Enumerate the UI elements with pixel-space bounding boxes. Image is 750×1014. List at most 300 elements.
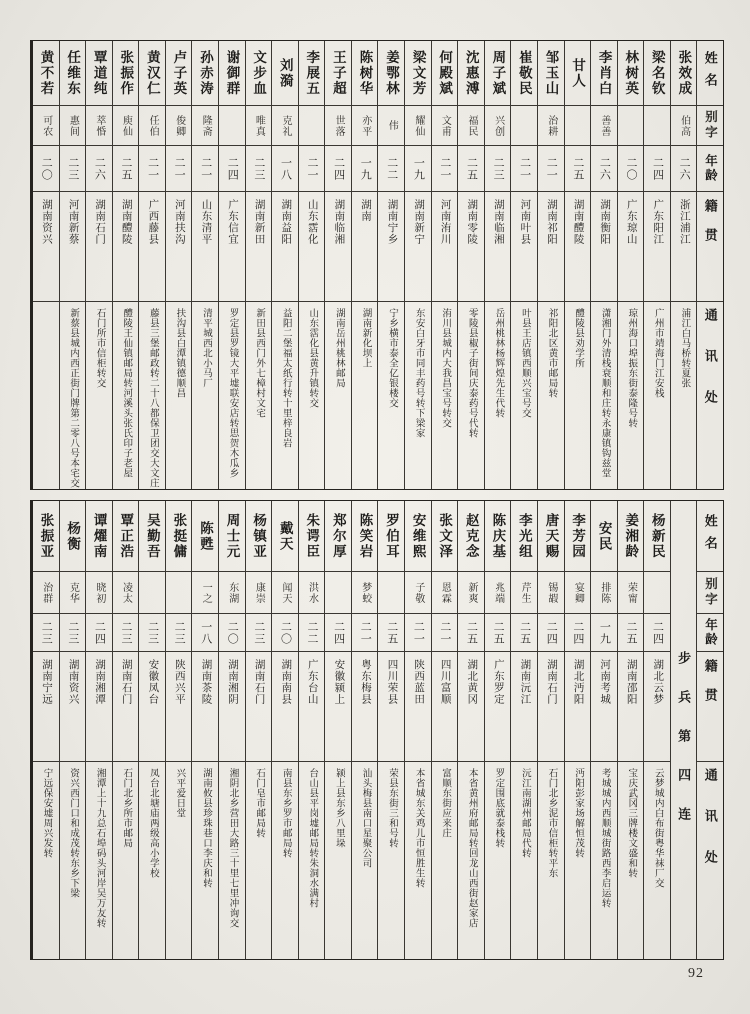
person-courtesy-cell	[405, 105, 431, 145]
person-courtesy-cell-text: 任伯	[147, 114, 159, 137]
person-age-cell	[325, 145, 351, 191]
person-age-cell	[192, 613, 218, 651]
person-courtesy-cell-text: 萃惛	[93, 114, 105, 137]
person-courtesy-cell	[538, 105, 564, 145]
person-native-cell	[299, 191, 325, 301]
person-contact-cell	[591, 301, 617, 489]
person-contact-cell-text: 云梦城内白布街粤华袜厂交	[652, 768, 663, 888]
person-contact-cell-text: 沔阳彭家场解恒茂转	[573, 768, 584, 858]
person-contact-cell	[113, 301, 139, 489]
person-native-cell	[192, 191, 218, 301]
person-age-cell	[458, 613, 484, 651]
person-courtesy-cell	[644, 571, 670, 613]
person-native-cell-text: 陕西兴平	[173, 659, 185, 705]
person-contact-cell	[299, 301, 325, 489]
person-contact-cell-text: 醴陵县劝学所	[573, 308, 584, 368]
person-age-cell-text: 一八	[279, 156, 292, 181]
person-age-cell	[246, 613, 272, 651]
person-name-cell-text: 姜鄂林	[384, 49, 400, 97]
section-label-cell	[671, 501, 697, 959]
person-courtesy-cell	[458, 571, 484, 613]
person-age-cell	[60, 145, 86, 191]
person-courtesy-cell-text: 伯高	[678, 114, 690, 137]
person-contact-cell	[192, 761, 218, 959]
person-age-cell	[272, 145, 298, 191]
person-age-cell	[113, 145, 139, 191]
person-courtesy-cell-text: 晓初	[93, 581, 105, 604]
person-native-cell-text: 安徽颍上	[333, 659, 345, 705]
person-courtesy-cell-text: 梦蛟	[359, 581, 371, 604]
person-age-cell-text: 二四	[93, 620, 106, 645]
person-contact-cell	[166, 761, 192, 959]
person-column	[643, 41, 670, 489]
person-age-cell	[60, 613, 86, 651]
person-native-cell-text: 湖南	[359, 199, 371, 222]
person-native-cell-text: 广东琼山	[625, 199, 637, 245]
person-native-cell	[352, 651, 378, 761]
person-contact-cell-text: 洧川县城内大我昌宝号转交	[440, 308, 451, 428]
person-column	[138, 41, 165, 489]
person-native-cell	[139, 651, 165, 761]
person-name-cell	[485, 41, 511, 105]
person-column	[617, 501, 644, 959]
person-age-cell-text: 二三	[252, 620, 265, 645]
person-courtesy-cell-text: 惠间	[67, 114, 79, 137]
person-contact-cell	[325, 761, 351, 959]
person-native-cell-text: 湖北黄冈	[466, 659, 478, 705]
person-native-cell	[60, 651, 86, 761]
person-courtesy-cell	[432, 105, 458, 145]
person-name-cell	[458, 501, 484, 571]
person-name-cell	[246, 501, 272, 571]
person-courtesy-cell	[644, 105, 670, 145]
person-contact-cell-text: 新田县西门外七樟村文宅	[254, 308, 265, 418]
roster-table-top	[30, 40, 724, 490]
person-age-cell-text: 二二	[306, 620, 319, 645]
person-age-cell-text: 二三	[173, 620, 186, 645]
person-name-cell	[219, 41, 245, 105]
person-contact-cell	[618, 761, 644, 959]
person-contact-cell	[538, 761, 564, 959]
person-age-cell	[485, 145, 511, 191]
person-column	[537, 41, 564, 489]
person-courtesy-cell	[246, 105, 272, 145]
person-native-cell-text: 广东阳江	[652, 199, 664, 245]
person-native-cell	[113, 651, 139, 761]
roster-table-bottom	[30, 500, 724, 960]
person-age-cell-text: 二〇	[226, 620, 239, 645]
person-column	[404, 501, 431, 959]
person-age-cell	[33, 145, 59, 191]
row-label-courtesy-text: 别字	[703, 110, 718, 141]
person-name-cell	[299, 501, 325, 571]
person-column	[457, 501, 484, 959]
person-name-cell	[33, 41, 59, 105]
person-native-cell	[378, 651, 404, 761]
person-courtesy-cell	[485, 105, 511, 145]
row-label-age-text: 年龄	[703, 154, 718, 183]
person-courtesy-cell-text: 宴卿	[572, 581, 584, 604]
person-age-cell-text: 二六	[598, 156, 611, 181]
person-column	[590, 501, 617, 959]
person-contact-cell	[538, 301, 564, 489]
person-name-cell-text: 杨镇亚	[251, 512, 267, 560]
person-courtesy-cell-text: 荣甯	[625, 581, 637, 604]
person-name-cell-text: 覃道纯	[91, 49, 107, 97]
person-name-cell-text: 安民	[596, 520, 612, 552]
person-column	[33, 41, 59, 489]
person-courtesy-cell-text: 排陈	[598, 581, 610, 604]
person-native-cell-text: 湖南湘阴	[227, 659, 239, 705]
person-courtesy-cell	[192, 571, 218, 613]
person-age-cell	[458, 145, 484, 191]
person-contact-cell	[86, 301, 112, 489]
person-age-cell	[166, 145, 192, 191]
person-age-cell-text: 二三	[66, 620, 79, 645]
person-native-cell-text: 湖北云梦	[652, 659, 664, 705]
person-name-cell-text: 戴天	[277, 520, 293, 552]
person-name-cell	[565, 501, 591, 571]
person-native-cell-text: 湖南临湘	[333, 199, 345, 245]
person-age-cell	[671, 145, 697, 191]
person-contact-cell-text: 叶县王店镇西顺兴宝号交	[519, 308, 530, 418]
person-age-cell	[644, 145, 670, 191]
person-name-cell-text: 姜湘龄	[623, 512, 639, 560]
person-name-cell	[139, 501, 165, 571]
person-contact-cell	[166, 301, 192, 489]
person-age-cell-text: 二一	[146, 156, 159, 181]
person-contact-cell	[591, 761, 617, 959]
person-native-cell-text: 湖南零陵	[466, 199, 478, 245]
person-native-cell-text: 湖南临湘	[492, 199, 504, 245]
person-courtesy-cell-text: 康崇	[253, 581, 265, 604]
person-contact-cell	[299, 761, 325, 959]
person-name-cell-text: 何殿斌	[437, 49, 453, 97]
person-name-cell	[432, 501, 458, 571]
person-contact-cell-text: 湘阴北乡营田大路三十里七里冲询交	[227, 768, 238, 928]
person-native-cell-text: 湖南新宁	[413, 199, 425, 245]
person-native-cell-text: 湖南沅江	[519, 659, 531, 705]
person-age-cell	[511, 613, 537, 651]
person-contact-cell-text: 罗定县罗镜大平墟联安店转思贺木瓜乡	[227, 308, 238, 478]
person-name-cell-text: 张振亚	[38, 512, 54, 560]
person-age-cell-text: 二一	[359, 620, 372, 645]
person-courtesy-cell	[113, 105, 139, 145]
person-courtesy-cell	[565, 105, 591, 145]
person-name-cell-text: 张挺傭	[171, 512, 187, 560]
person-name-cell	[113, 41, 139, 105]
person-age-cell	[378, 613, 404, 651]
person-contact-cell	[352, 761, 378, 959]
person-contact-cell	[60, 301, 86, 489]
person-name-cell-text: 黄不若	[38, 49, 54, 97]
person-courtesy-cell	[671, 105, 697, 145]
person-name-cell	[139, 41, 165, 105]
person-native-cell	[618, 191, 644, 301]
person-name-cell-text: 杨新民	[649, 512, 665, 560]
row-label-native-text: 籍贯	[702, 199, 718, 257]
person-contact-cell	[60, 761, 86, 959]
person-name-cell	[405, 501, 431, 571]
row-label-name-text: 姓名	[702, 51, 718, 95]
person-name-cell	[352, 41, 378, 105]
person-contact-cell	[378, 301, 404, 489]
person-name-cell	[511, 501, 537, 571]
person-age-cell-text: 二一	[438, 620, 451, 645]
person-column	[298, 501, 325, 959]
person-name-cell	[325, 41, 351, 105]
row-label-contact	[697, 761, 723, 959]
person-name-cell	[192, 41, 218, 105]
person-native-cell-text: 湖南湘潭	[94, 659, 106, 705]
person-courtesy-cell-text: 庾仙	[120, 114, 132, 137]
person-courtesy-cell-text: 耀仙	[412, 114, 424, 137]
row-label-native	[697, 191, 723, 301]
person-native-cell	[565, 651, 591, 761]
person-courtesy-cell	[60, 105, 86, 145]
person-native-cell	[86, 191, 112, 301]
person-native-cell-text: 湖南石门	[120, 659, 132, 705]
page-number: 92	[688, 966, 704, 981]
person-name-cell-text: 崔敬民	[516, 49, 532, 97]
person-age-cell	[352, 145, 378, 191]
person-contact-cell	[246, 761, 272, 959]
person-courtesy-cell	[405, 571, 431, 613]
person-native-cell	[591, 651, 617, 761]
person-name-cell	[246, 41, 272, 105]
person-age-cell-text: 二四	[226, 156, 239, 181]
person-column	[165, 501, 192, 959]
person-age-cell	[591, 613, 617, 651]
person-age-cell-text: 二四	[332, 620, 345, 645]
person-contact-cell	[458, 301, 484, 489]
person-age-cell	[299, 145, 325, 191]
person-name-cell-text: 郑尔厚	[330, 512, 346, 560]
row-label-courtesy-text: 别字	[703, 577, 718, 608]
person-native-cell-text: 安徽凤台	[147, 659, 159, 705]
person-courtesy-cell	[618, 105, 644, 145]
person-name-cell	[60, 41, 86, 105]
person-courtesy-cell-text: 兆端	[492, 581, 504, 604]
person-age-cell-text: 二一	[545, 156, 558, 181]
person-age-cell	[325, 613, 351, 651]
person-native-cell-text: 湖南石门	[253, 659, 265, 705]
person-native-cell-text: 山东清平	[200, 199, 212, 245]
person-native-cell	[378, 191, 404, 301]
person-age-cell-text: 二六	[678, 156, 691, 181]
person-name-cell	[458, 41, 484, 105]
person-native-cell-text: 湖北沔阳	[572, 659, 584, 705]
person-contact-cell-text: 潇湘门外清栈衰顺和庄转永康镇钩兹堂	[599, 308, 610, 478]
person-courtesy-cell	[219, 571, 245, 613]
person-column	[564, 501, 591, 959]
person-age-cell	[405, 145, 431, 191]
person-contact-cell-text: 石门所市信柜转交	[94, 308, 105, 388]
person-age-cell	[86, 613, 112, 651]
person-native-cell-text: 河南洧川	[439, 199, 451, 245]
person-courtesy-cell	[325, 105, 351, 145]
person-name-cell	[432, 41, 458, 105]
person-age-cell	[272, 613, 298, 651]
person-contact-cell	[565, 761, 591, 959]
person-native-cell	[86, 651, 112, 761]
person-native-cell	[458, 191, 484, 301]
person-age-cell	[432, 613, 458, 651]
person-name-cell-text: 安维熙	[410, 512, 426, 560]
person-contact-cell-text: 湘潭上十九总石埠码头河岸吴万友转	[94, 768, 105, 928]
person-age-cell	[192, 145, 218, 191]
row-label-contact-text: 通讯处	[702, 308, 718, 431]
person-name-cell	[352, 501, 378, 571]
person-courtesy-cell	[299, 105, 325, 145]
person-age-cell-text: 一九	[359, 156, 372, 181]
person-age-cell-text: 二五	[518, 620, 531, 645]
person-age-cell	[219, 613, 245, 651]
person-age-cell-text: 二〇	[40, 156, 53, 181]
person-native-cell-text: 河南考城	[599, 659, 611, 705]
person-contact-cell	[511, 761, 537, 959]
person-age-cell-text: 二五	[465, 620, 478, 645]
person-contact-cell-text: 汕头梅县南口星聚公司	[360, 768, 371, 868]
person-native-cell-text: 浙江浦江	[678, 199, 690, 245]
person-native-cell	[485, 651, 511, 761]
person-contact-cell	[565, 301, 591, 489]
person-courtesy-cell-text: 洪水	[306, 581, 318, 604]
person-native-cell	[33, 651, 59, 761]
person-column	[138, 501, 165, 959]
person-native-cell	[139, 191, 165, 301]
person-native-cell-text: 四川富顺	[439, 659, 451, 705]
person-native-cell	[113, 191, 139, 301]
person-courtesy-cell	[565, 571, 591, 613]
person-name-cell	[219, 501, 245, 571]
person-age-cell	[565, 613, 591, 651]
person-courtesy-cell	[60, 571, 86, 613]
person-age-cell-text: 一九	[412, 156, 425, 181]
person-column	[191, 501, 218, 959]
person-name-cell	[166, 41, 192, 105]
person-column	[484, 41, 511, 489]
person-name-cell-text: 赵克念	[463, 512, 479, 560]
person-contact-cell	[86, 761, 112, 959]
person-courtesy-cell-text: 恩霖	[439, 581, 451, 604]
person-age-cell-text: 一八	[199, 620, 212, 645]
row-label-age	[697, 145, 723, 191]
person-age-cell	[405, 613, 431, 651]
person-contact-cell-text: 醴陵王仙镇邮局转河溪头张氏印子老屋	[121, 308, 132, 478]
person-column	[404, 41, 431, 489]
person-native-cell	[538, 191, 564, 301]
person-contact-cell-text: 考城城内西顺城街路西李启运转	[599, 768, 610, 908]
person-contact-cell	[618, 301, 644, 489]
person-courtesy-cell-text: 子敬	[412, 581, 424, 604]
person-contact-cell-text: 凤台北塘庙两级高小学校	[147, 768, 158, 878]
person-courtesy-cell	[458, 105, 484, 145]
person-age-cell-text: 二四	[651, 620, 664, 645]
person-name-cell-text: 周士元	[224, 512, 240, 560]
person-contact-cell-text: 扶沟县白潭镇德顺昌	[174, 308, 185, 398]
person-name-cell	[378, 501, 404, 571]
person-name-cell-text: 李芳园	[570, 512, 586, 560]
person-age-cell	[511, 145, 537, 191]
person-name-cell-text: 孙赤涛	[197, 49, 213, 97]
person-native-cell-text: 粤东梅县	[359, 659, 371, 705]
person-column	[112, 501, 139, 959]
person-column	[537, 501, 564, 959]
person-age-cell	[219, 145, 245, 191]
person-name-cell	[591, 41, 617, 105]
person-native-cell	[485, 191, 511, 301]
person-contact-cell-text: 益阳二堡福太纸行转十里梓良岩	[280, 308, 291, 448]
row-label-native	[697, 651, 723, 761]
person-name-cell-text: 吴勤吾	[144, 512, 160, 560]
person-column	[670, 41, 697, 489]
person-age-cell-text: 二一	[306, 156, 319, 181]
person-name-cell-text: 梁文芳	[410, 49, 426, 97]
person-age-cell-text: 二〇	[624, 156, 637, 181]
person-age-cell	[378, 145, 404, 191]
person-contact-cell-text: 颍上县东乡八里垛	[333, 768, 344, 848]
person-courtesy-cell	[591, 105, 617, 145]
person-native-cell-text: 四川荣县	[386, 659, 398, 705]
person-courtesy-cell	[33, 105, 59, 145]
row-label-name-text: 姓名	[702, 514, 718, 558]
person-column	[298, 41, 325, 489]
person-courtesy-cell-text: 克礼	[279, 114, 291, 137]
person-age-cell	[618, 145, 644, 191]
person-age-cell-text: 二四	[332, 156, 345, 181]
person-contact-cell-text: 本省黄州府邮局转回龙山西街赵家店	[466, 768, 477, 928]
person-courtesy-cell	[246, 571, 272, 613]
row-label-name	[697, 501, 723, 571]
person-name-cell	[618, 501, 644, 571]
person-contact-cell-text: 荣县东街三和号转	[387, 768, 398, 848]
person-column	[484, 501, 511, 959]
person-native-cell-text: 湖南南县	[280, 659, 292, 705]
person-age-cell-text: 二五	[119, 156, 132, 181]
person-column	[564, 41, 591, 489]
person-courtesy-cell	[113, 571, 139, 613]
person-native-cell-text: 湖南茶陵	[200, 659, 212, 705]
person-name-cell-text: 谢御群	[224, 49, 240, 97]
person-contact-cell	[272, 761, 298, 959]
row-label-column	[696, 41, 723, 489]
person-age-cell-text: 二一	[412, 620, 425, 645]
person-native-cell	[246, 191, 272, 301]
person-contact-cell-text: 东安白牙市同丰药号转下梁家	[413, 308, 424, 438]
person-courtesy-cell-text: 隆斋	[200, 114, 212, 137]
person-native-cell-text: 河南扶沟	[173, 199, 185, 245]
person-column	[643, 501, 670, 959]
person-name-cell-text: 张文泽	[437, 512, 453, 560]
person-courtesy-cell	[139, 571, 165, 613]
person-contact-cell	[33, 301, 59, 489]
person-age-cell-text: 二五	[624, 620, 637, 645]
row-label-courtesy	[697, 105, 723, 145]
person-column	[112, 41, 139, 489]
person-age-cell-text: 二一	[173, 156, 186, 181]
person-name-cell-text: 陈甦	[197, 520, 213, 552]
person-courtesy-cell	[432, 571, 458, 613]
person-native-cell-text: 湖南资兴	[67, 659, 79, 705]
person-native-cell	[671, 191, 697, 301]
person-contact-cell	[644, 301, 670, 489]
person-native-cell-text: 河南叶县	[519, 199, 531, 245]
person-age-cell	[432, 145, 458, 191]
person-contact-cell-text: 南县东乡罗市邮局转	[280, 768, 291, 858]
row-label-contact	[697, 301, 723, 489]
person-age-cell-text: 二四	[571, 620, 584, 645]
